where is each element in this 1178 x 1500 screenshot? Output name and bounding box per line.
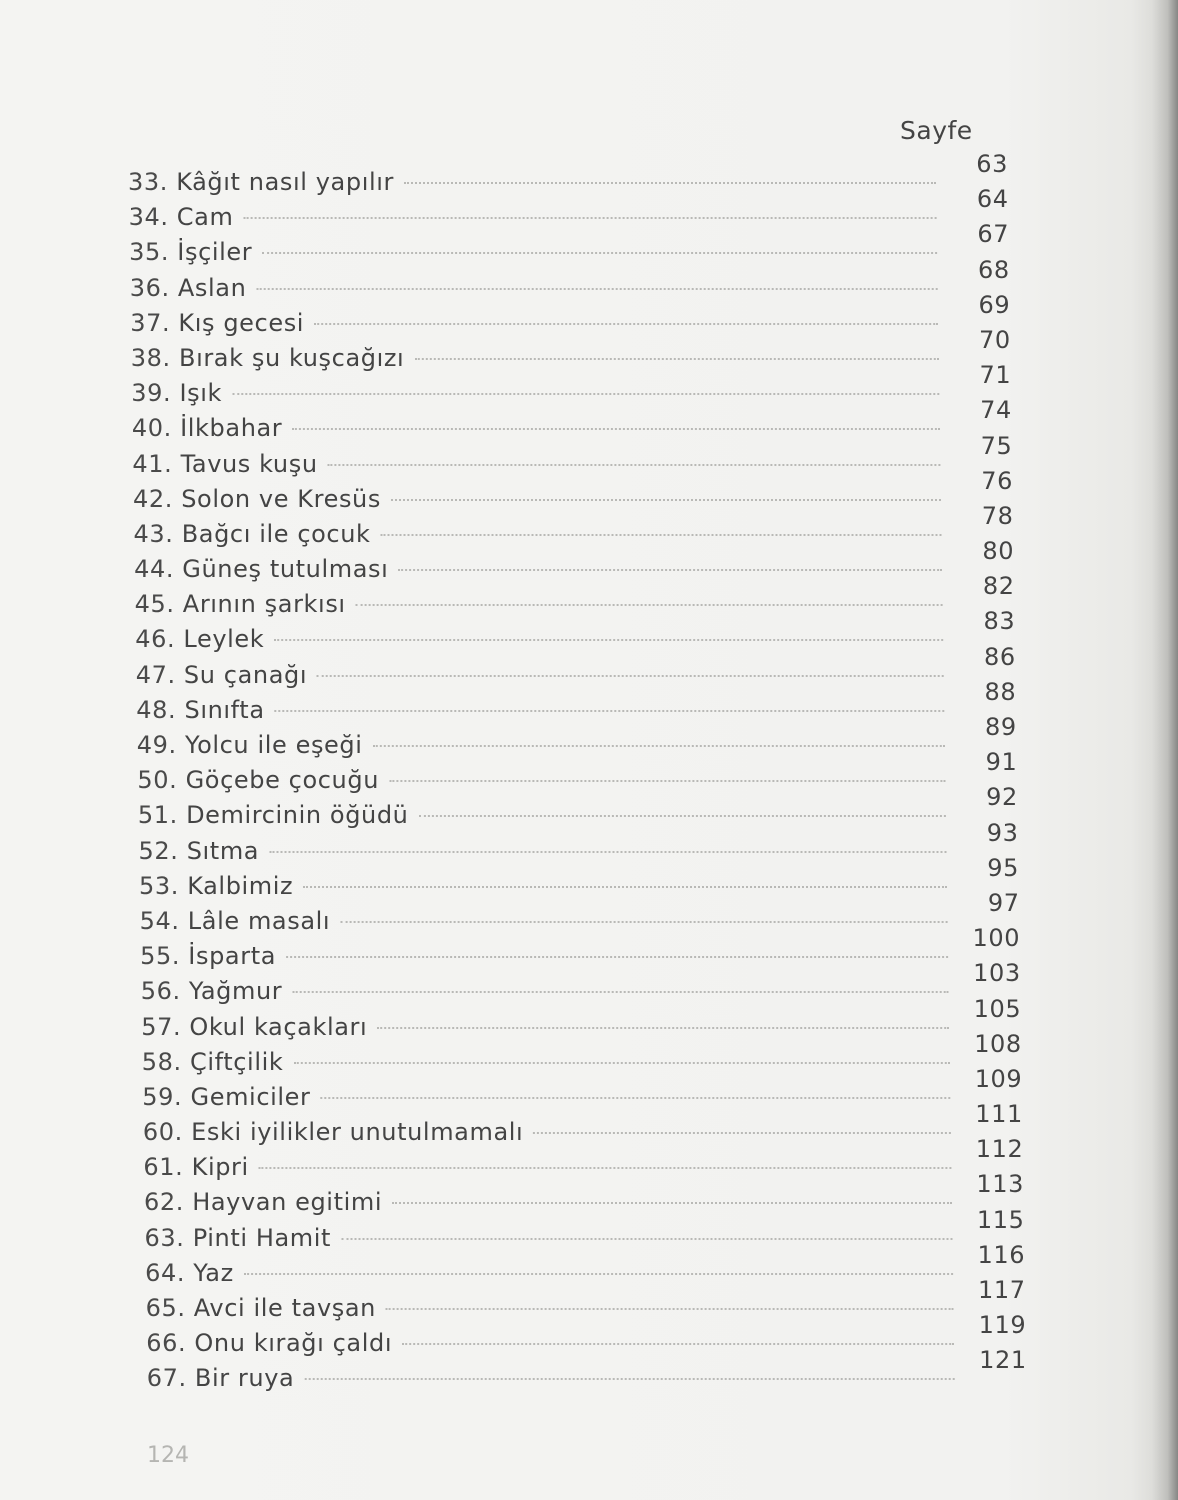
toc-entry <box>132 431 1013 485</box>
toc-entry-page: 95 <box>987 853 1019 882</box>
toc-entry <box>144 1170 1024 1223</box>
toc-entry-number: 33. <box>128 168 168 196</box>
toc-entry-page: 108 <box>974 1029 1022 1058</box>
dotted-leader <box>293 1062 949 1064</box>
toc-entry-page: 82 <box>982 572 1015 601</box>
toc-entry <box>139 888 1020 942</box>
toc-entry-number: 39. <box>131 379 172 408</box>
toc-entry-number: 48. <box>136 695 177 724</box>
toc-entry-title: Onu kırağı çaldı <box>194 1329 393 1358</box>
toc-entry-title: Çiftçilik <box>190 1047 284 1076</box>
toc-entry-title: Gemiciler <box>190 1082 311 1111</box>
toc-entry-title: Arının şarkısı <box>182 590 346 619</box>
toc-entry-title: Kış gecesi <box>178 308 305 337</box>
toc-entry-title: Kâğıt nasıl yapılır <box>176 168 394 196</box>
toc-entry <box>131 361 1012 414</box>
dotted-leader <box>377 1027 949 1029</box>
dotted-leader <box>274 639 943 641</box>
toc-entry <box>128 150 1008 203</box>
toc-entry-title: Bırak şu kuşcağızı <box>179 343 405 372</box>
toc-entry-page: 76 <box>981 466 1013 495</box>
toc-entry-number: 42. <box>133 484 173 513</box>
toc-entry-number: 49. <box>136 731 177 759</box>
toc-entry-page: 91 <box>985 748 1018 777</box>
toc-entry <box>146 1346 1027 1399</box>
dotted-leader <box>386 1308 954 1310</box>
toc-entry <box>130 290 1011 344</box>
toc-entry-number: 47. <box>135 660 176 689</box>
dotted-leader <box>392 1202 952 1204</box>
toc-entry-page: 80 <box>982 537 1015 566</box>
toc-entry-title: Hayvan egitimi <box>192 1188 383 1217</box>
dotted-leader <box>262 252 937 254</box>
toc-entry <box>128 185 1009 238</box>
toc-entry-title: Tavus kuşu <box>180 449 318 478</box>
dotted-leader <box>304 1378 954 1380</box>
toc-entry-page: 68 <box>977 255 1010 284</box>
toc-entry-page: 116 <box>977 1240 1026 1269</box>
toc-entry-title: Güneş tutulması <box>182 555 389 584</box>
table-of-contents <box>128 150 1027 1400</box>
toc-entry-title: Sıtma <box>186 836 260 865</box>
toc-entry-page: 103 <box>973 959 1021 988</box>
toc-entry-page: 64 <box>976 185 1009 214</box>
toc-entry-number: 54. <box>139 906 180 935</box>
dotted-leader <box>404 182 936 184</box>
toc-entry <box>134 572 1015 625</box>
dotted-leader <box>259 1167 952 1169</box>
toc-entry-title: Cam <box>176 203 234 232</box>
toc-entry-number: 60. <box>142 1118 183 1147</box>
toc-entry-title: Solon ve Kresüs <box>181 484 381 513</box>
toc-entry-number: 34. <box>128 203 169 232</box>
toc-entry-number: 63. <box>144 1223 185 1252</box>
toc-entry <box>131 396 1012 449</box>
dotted-leader <box>320 1097 950 1099</box>
toc-entry-page: 88 <box>984 677 1017 706</box>
toc-entry-page: 70 <box>979 325 1011 354</box>
dotted-leader <box>414 358 938 360</box>
toc-entry-number: 57. <box>141 1012 182 1041</box>
toc-entry <box>136 677 1017 731</box>
dotted-leader <box>286 956 948 958</box>
toc-entry-page: 92 <box>986 783 1018 812</box>
toc-entry-page: 113 <box>976 1170 1024 1199</box>
toc-entry-number: 64. <box>145 1258 186 1287</box>
toc-entry-number: 51. <box>137 801 178 830</box>
toc-entry <box>134 537 1015 590</box>
toc-entry-page: 97 <box>987 888 1020 917</box>
toc-entry-title: Yolcu ile eşeği <box>185 731 363 759</box>
toc-entry-number: 38. <box>130 343 171 372</box>
toc-entry-title: Bağcı ile çocuk <box>181 519 371 548</box>
toc-entry <box>141 994 1022 1048</box>
toc-entry-title: Sınıfta <box>184 695 265 724</box>
toc-entry-title: İlkbahar <box>180 414 283 443</box>
toc-entry-number: 55. <box>140 942 181 971</box>
toc-entry-page: 119 <box>978 1311 1027 1340</box>
dotted-leader <box>244 1273 953 1275</box>
dotted-leader <box>356 604 943 606</box>
toc-entry-number: 50. <box>137 766 178 795</box>
toc-entry-page: 78 <box>981 501 1014 530</box>
toc-entry <box>130 325 1011 379</box>
page-number: 124 <box>147 1443 189 1468</box>
toc-entry-number: 62. <box>144 1188 184 1217</box>
toc-entry <box>142 1100 1023 1153</box>
toc-entry-page: 111 <box>975 1100 1023 1129</box>
toc-entry-page: 86 <box>983 642 1016 671</box>
toc-entry-page: 112 <box>975 1135 1024 1164</box>
toc-entry-title: Yaz <box>193 1258 234 1287</box>
toc-entry-title: Aslan <box>177 273 247 302</box>
dotted-leader <box>340 921 947 923</box>
toc-entry-page: 74 <box>980 396 1012 425</box>
toc-entry <box>139 853 1019 907</box>
dotted-leader <box>373 745 945 747</box>
toc-entry <box>133 501 1014 555</box>
toc-entry <box>142 1064 1023 1118</box>
toc-entry-number: 43. <box>133 519 174 548</box>
toc-entry <box>129 220 1010 273</box>
toc-entry <box>145 1276 1026 1329</box>
page-column-header: Sayfe <box>900 116 973 145</box>
toc-entry-title: Lâle masalı <box>187 906 331 935</box>
toc-entry-title: Işık <box>179 379 223 408</box>
toc-entry <box>138 818 1019 872</box>
toc-entry <box>144 1205 1025 1259</box>
toc-entry-title: Eski iyilikler unutulmamalı <box>191 1118 524 1147</box>
toc-entry-title: Avci ile tavşan <box>193 1294 376 1322</box>
toc-entry-page: 100 <box>972 924 1021 953</box>
toc-entry <box>146 1311 1027 1364</box>
toc-entry-title: Göçebe çocuğu <box>185 766 380 795</box>
dotted-leader <box>533 1132 951 1134</box>
toc-entry-title: Bir ruya <box>194 1364 295 1393</box>
toc-entry <box>141 1029 1022 1083</box>
dotted-leader <box>389 780 945 782</box>
dotted-leader <box>243 217 936 219</box>
dotted-leader <box>292 991 948 993</box>
dotted-leader <box>418 815 945 817</box>
toc-entry-number: 46. <box>135 625 176 654</box>
toc-entry-title: İşçiler <box>177 238 253 267</box>
toc-entry <box>135 607 1016 660</box>
toc-entry-title: Kipri <box>191 1153 249 1182</box>
toc-entry <box>140 959 1021 1012</box>
toc-entry-page: 75 <box>980 431 1013 460</box>
dotted-leader <box>303 886 947 888</box>
toc-entry-title: Yağmur <box>188 977 283 1006</box>
toc-entry-page: 83 <box>983 607 1016 636</box>
dotted-leader <box>232 393 939 395</box>
toc-entry-number: 44. <box>134 555 175 584</box>
toc-entry-number: 53. <box>139 871 179 900</box>
toc-entry-page: 89 <box>985 713 1017 741</box>
toc-entry-number: 40. <box>131 414 172 443</box>
toc-entry <box>133 466 1013 520</box>
toc-entry-number: 66. <box>146 1329 187 1358</box>
toc-entry-number: 67. <box>146 1364 187 1393</box>
dotted-leader <box>317 675 944 677</box>
toc-entry-number: 41. <box>132 449 173 478</box>
dotted-leader <box>275 710 945 712</box>
toc-entry-number: 37. <box>130 308 171 337</box>
toc-entry-page: 117 <box>977 1276 1026 1304</box>
dotted-leader <box>398 569 942 571</box>
toc-entry <box>137 783 1018 836</box>
toc-entry <box>137 748 1018 801</box>
toc-entry-title: Kalbimiz <box>187 871 294 900</box>
dotted-leader <box>341 1238 952 1240</box>
toc-entry-page: 115 <box>976 1205 1025 1234</box>
toc-entry-page: 63 <box>976 150 1008 178</box>
toc-entry <box>136 713 1017 766</box>
toc-entry-title: Su çanağı <box>183 660 308 689</box>
toc-entry <box>135 642 1016 696</box>
toc-entry-title: Pinti Hamit <box>192 1223 332 1252</box>
toc-entry-page: 69 <box>978 290 1011 319</box>
toc-entry-title: Demircinin öğüdü <box>186 801 409 830</box>
toc-entry <box>145 1240 1026 1294</box>
dotted-leader <box>314 323 938 325</box>
toc-entry-page: 105 <box>973 994 1022 1023</box>
toc-entry-number: 36. <box>129 273 170 302</box>
toc-entry-number: 58. <box>141 1047 182 1076</box>
toc-entry-page: 109 <box>974 1064 1023 1093</box>
toc-entry-number: 56. <box>140 977 181 1006</box>
toc-entry-page: 121 <box>979 1346 1027 1375</box>
book-spine-shadow <box>1152 0 1178 1500</box>
toc-entry-number: 65. <box>145 1294 186 1322</box>
dotted-leader <box>269 851 946 853</box>
toc-entry-title: Leylek <box>183 625 265 654</box>
toc-entry-page: 93 <box>986 818 1019 847</box>
dotted-leader <box>381 534 942 536</box>
toc-entry <box>129 255 1010 309</box>
dotted-leader <box>256 288 937 290</box>
toc-entry-number: 61. <box>143 1153 184 1182</box>
toc-entry-number: 45. <box>134 590 175 619</box>
toc-entry-title: Okul kaçakları <box>189 1012 368 1041</box>
toc-entry <box>143 1135 1024 1188</box>
toc-entry-number: 52. <box>138 836 179 865</box>
toc-entry-number: 59. <box>142 1082 183 1111</box>
toc-entry <box>140 924 1021 977</box>
dotted-leader <box>391 499 941 501</box>
toc-entry-page: 67 <box>977 220 1010 249</box>
toc-entry-title: İsparta <box>188 942 277 971</box>
dotted-leader <box>402 1343 954 1345</box>
toc-entry-number: 35. <box>129 238 170 267</box>
toc-entry-page: 71 <box>979 361 1012 390</box>
dotted-leader <box>328 464 941 466</box>
dotted-leader <box>292 428 940 430</box>
